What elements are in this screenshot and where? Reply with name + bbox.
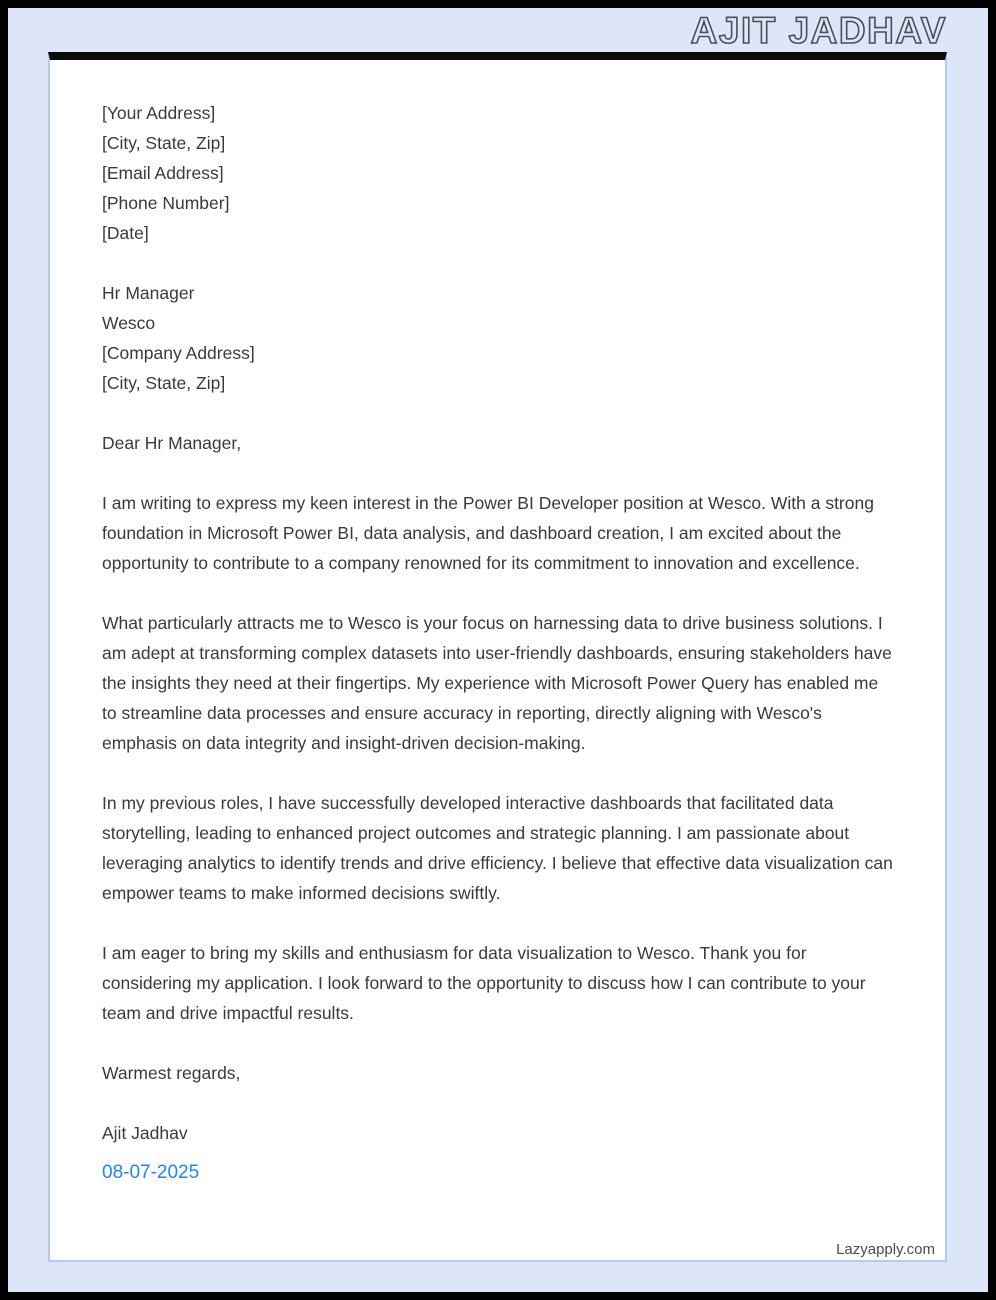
recipient-company-line: Wesco (102, 313, 156, 333)
header-name: AJIT JADHAV (690, 10, 947, 51)
paragraph-motivation: What particularly attracts me to Wesco is your focus on harnessing data to drive business solutions. I am adept at transforming complex datasets into user-friendly dashboards, ensuring stakeholders have the insights they need at their fingertips. My experience with Microsoft Power Query has enabled me to streamline data processes and ensure accuracy in reporting, directly aligning with Wesco's emphasis on data integrity and insight-driven decision-making. (102, 613, 892, 753)
salutation: Dear Hr Manager, (102, 433, 242, 453)
recipient-city-line: [City, State, Zip] (102, 373, 226, 393)
paragraph-conclusion: I am eager to bring my skills and enthusiasm for data visualization to Wesco. Thank you for considering my application. I look forward to the opportunity to discuss how I can contribute to your team and drive impactful results. (102, 943, 866, 1023)
letter-content (50, 60, 945, 1188)
closing-phrase: Warmest regards, (102, 1063, 241, 1083)
recipient-name-line: Hr Manager (102, 283, 195, 303)
sender-address-block (102, 98, 895, 248)
sender-email-line: [Email Address] (102, 163, 224, 183)
sender-phone-line: [Phone Number] (102, 193, 230, 213)
sender-city-line: [City, State, Zip] (102, 133, 226, 153)
sender-date-line: [Date] (102, 223, 149, 243)
recipient-address-line: [Company Address] (102, 343, 255, 363)
signature-name: Ajit Jadhav (102, 1123, 188, 1143)
letter-page (48, 52, 947, 1262)
document-background (8, 8, 988, 1292)
sender-address-line: [Your Address] (102, 103, 216, 123)
paragraph-intro: I am writing to express my keen interest in the Power BI Developer position at Wesco. With a strong foundation in Microsoft Power BI, data analysis, and dashboard creation, I am excited about the opportunity to contribute to a company renowned for its commitment to innovation and excellence. (102, 493, 874, 573)
recipient-block (102, 278, 895, 398)
paragraph-experience: In my previous roles, I have successfully developed interactive dashboards that facilitated data storytelling, leading to enhanced project outcomes and strategic planning. I am passionate about leveraging analytics to identify trends and drive efficiency. I believe that effective data visualization can empower teams to make informed decisions swiftly. (102, 793, 893, 903)
watermark: Lazyapply.com (836, 1241, 935, 1258)
date-link[interactable]: 08-07-2025 (102, 1162, 200, 1183)
